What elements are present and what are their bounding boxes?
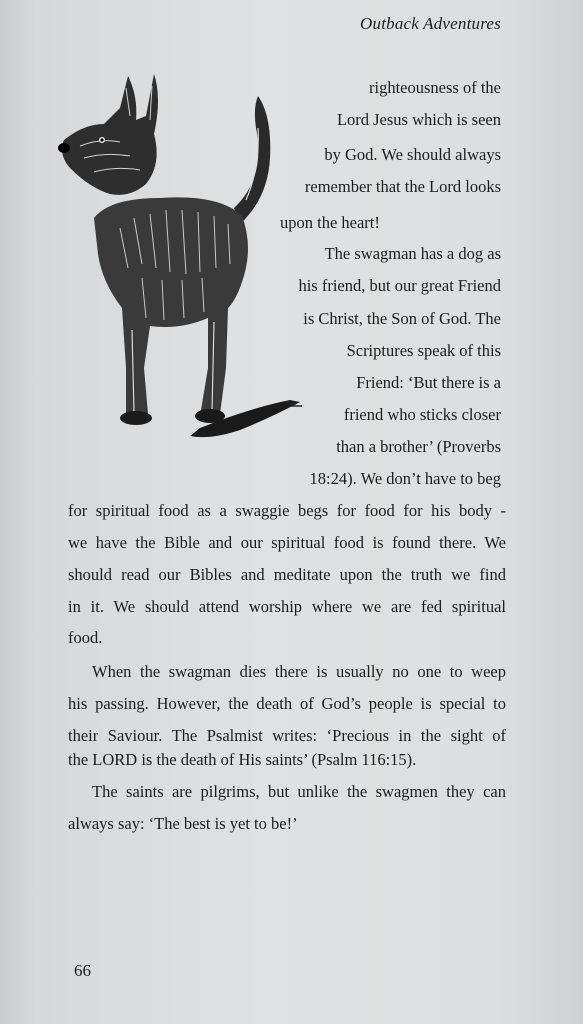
text-line: righteousness of the <box>369 78 501 97</box>
text-line: remember that the Lord looks <box>304 177 501 196</box>
text-line: than a brother’ (Proverbs <box>336 437 501 456</box>
text-line: Friend: ‘But there is a <box>356 373 501 392</box>
text-line: Lord Jesus which is seen <box>336 110 501 129</box>
text-line: by God. We should always <box>324 145 501 164</box>
text-line: we have the Bible and our spiritual food is found there. We <box>68 533 506 552</box>
text-line: Scriptures speak of this <box>346 341 501 360</box>
running-header: Outback Adventures <box>360 14 501 33</box>
paragraph-first-line: When the swagman dies there is usually no one to weep <box>92 662 506 681</box>
text-line: food. <box>68 628 103 647</box>
text-line: The swagman has a dog as <box>324 244 501 263</box>
dog-illustration-icon <box>50 68 310 458</box>
paragraph-first-line: The saints are pilgrims, but unlike the swagmen they can <box>92 782 506 801</box>
text-line: the LORD is the death of His saints’ (Psalm 116:15). <box>68 750 417 769</box>
text-line: his passing. However, the death of God’s people is special to <box>68 694 506 713</box>
text-line: is Christ, the Son of God. The <box>303 309 501 328</box>
text-line: upon the heart! <box>280 213 380 232</box>
page-number: 66 <box>74 961 91 980</box>
text-line: their Saviour. The Psalmist writes: ‘Precious in the sight of <box>68 726 506 745</box>
text-line: should read our Bibles and meditate upon the truth we find <box>68 565 506 584</box>
text-line: 18:24). We don’t have to beg <box>309 469 501 488</box>
text-line: in it. We should attend worship where we are fed spiritual <box>68 597 506 616</box>
text-line: his friend, but our great Friend <box>298 276 501 295</box>
text-line: friend who sticks closer <box>343 405 501 424</box>
text-line: always say: ‘The best is yet to be!’ <box>68 814 298 833</box>
text-line: for spiritual food as a swaggie begs for food for his body - <box>68 501 506 520</box>
